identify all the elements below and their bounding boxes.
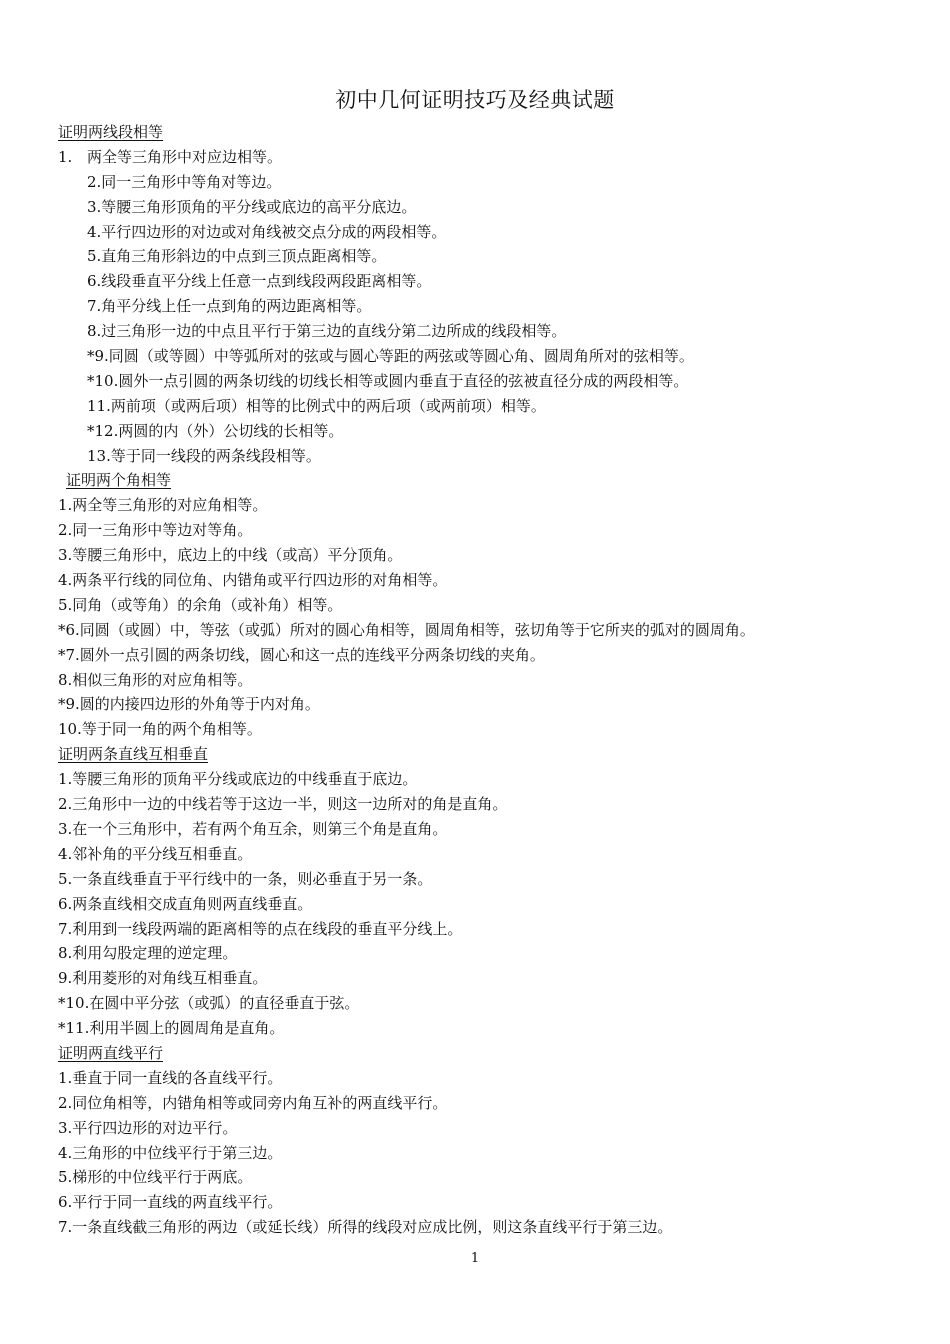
list-item: 1.两全等三角形的对应角相等。 (58, 496, 268, 515)
list-item: 1.垂直于同一直线的各直线平行。 (58, 1068, 283, 1087)
page-number: 1 (470, 1251, 480, 1266)
list-item: 3.平行四边形的对边平行。 (58, 1118, 238, 1137)
item-number: 1. (58, 147, 73, 166)
list-item (58, 145, 910, 170)
list-item: 2.三角形中一边的中线若等于这边一半，则这一边所对的角是直角。 (58, 795, 508, 814)
section-equal-segments (58, 120, 910, 468)
list-item: *12.两圆的内（外）公切线的长相等。 (87, 421, 344, 440)
list-item: 8.相似三角形的对应角相等。 (58, 670, 253, 689)
list-item: 4.邻补角的平分线互相垂直。 (58, 844, 253, 863)
list-item: 1.等腰三角形的顶角平分线或底边的中线垂直于底边。 (58, 770, 418, 789)
list-item: 7.角平分线上任一点到角的两边距离相等。 (87, 297, 372, 316)
list-item: 10.等于同一角的两个角相等。 (58, 720, 262, 739)
list-item: 6.线段垂直平分线上任意一点到线段两段距离相等。 (87, 272, 432, 291)
list-item: 2.同位角相等，内错角相等或同旁内角互补的两直线平行。 (58, 1093, 448, 1112)
list-item: 2.同一三角形中等边对等角。 (58, 521, 253, 540)
list-item: *9.同圆（或等圆）中等弧所对的弦或与圆心等距的两弦或等圆心角、圆周角所对的弦相等。 (87, 347, 694, 366)
list-item: *7.圆外一点引圆的两条切线，圆心和这一点的连线平分两条切线的夹角。 (58, 645, 545, 664)
list-item: *10.圆外一点引圆的两条切线的切线长相等或圆内垂直于直径的弦被直径分成的两段相等。 (87, 371, 689, 390)
list-item: 4.两条平行线的同位角、内错角或平行四边形的对角相等。 (58, 571, 448, 590)
section-equal-angles (58, 468, 910, 742)
list-item: 3.等腰三角形中，底边上的中线（或高）平分顶角。 (58, 546, 403, 565)
list-item: 5.梯形的中位线平行于两底。 (58, 1168, 253, 1187)
list-item: 3.等腰三角形顶角的平分线或底边的高平分底边。 (87, 197, 417, 216)
list-item: 11.两前项（或两后项）相等的比例式中的两后项（或两前项）相等。 (87, 396, 546, 415)
section-heading: 证明两线段相等 (58, 123, 164, 141)
section-perpendicular-lines (58, 742, 910, 1041)
list-item: 5.直角三角形斜边的中点到三顶点距离相等。 (87, 247, 387, 266)
page-title: 初中几何证明技巧及经典试题 (335, 88, 615, 112)
section-heading: 证明两直线平行 (58, 1043, 164, 1062)
list-item: 9.利用菱形的对角线互相垂直。 (58, 969, 268, 988)
list-item: 13.等于同一线段的两条线段相等。 (87, 446, 321, 465)
list-item: 7.一条直线截三角形的两边（或延长线）所得的线段对应成比例，则这条直线平行于第三边。 (58, 1218, 673, 1237)
list-item: *10.在圆中平分弦（或弧）的直径垂直于弦。 (58, 994, 360, 1013)
document-body (58, 120, 910, 1240)
list-item: *11.利用半圆上的圆周角是直角。 (58, 1019, 285, 1038)
list-item: 3.在一个三角形中，若有两个角互余，则第三个角是直角。 (58, 819, 448, 838)
list-item: 2.同一三角形中等角对等边。 (87, 172, 282, 191)
list-item: 6.平行于同一直线的两直线平行。 (58, 1193, 283, 1212)
section-heading: 证明两个角相等 (66, 471, 172, 490)
list-item: 5.一条直线垂直于平行线中的一条，则必垂直于另一条。 (58, 869, 433, 888)
section-heading: 证明两条直线互相垂直 (58, 745, 209, 764)
section-parallel-lines (58, 1041, 910, 1240)
list-item: 4.三角形的中位线平行于第三边。 (58, 1143, 283, 1162)
list-item: 5.同角（或等角）的余角（或补角）相等。 (58, 595, 343, 614)
item-text: 两全等三角形中对应边相等。 (87, 147, 283, 166)
list-item: *6.同圆（或圆）中，等弦（或弧）所对的圆心角相等，圆周角相等，弦切角等于它所夹的弧对的圆周角。 (58, 620, 755, 639)
list-item: 4.平行四边形的对边或对角线被交点分成的两段相等。 (87, 222, 447, 241)
list-item: 7.利用到一线段两端的距离相等的点在线段的垂直平分线上。 (58, 919, 463, 938)
list-item: *9.圆的内接四边形的外角等于内对角。 (58, 695, 320, 714)
list-item: 8.利用勾股定理的逆定理。 (58, 944, 238, 963)
list-item: 6.两条直线相交成直角则两直线垂直。 (58, 894, 313, 913)
list-item: 8.过三角形一边的中点且平行于第三边的直线分第二边所成的线段相等。 (87, 322, 567, 341)
